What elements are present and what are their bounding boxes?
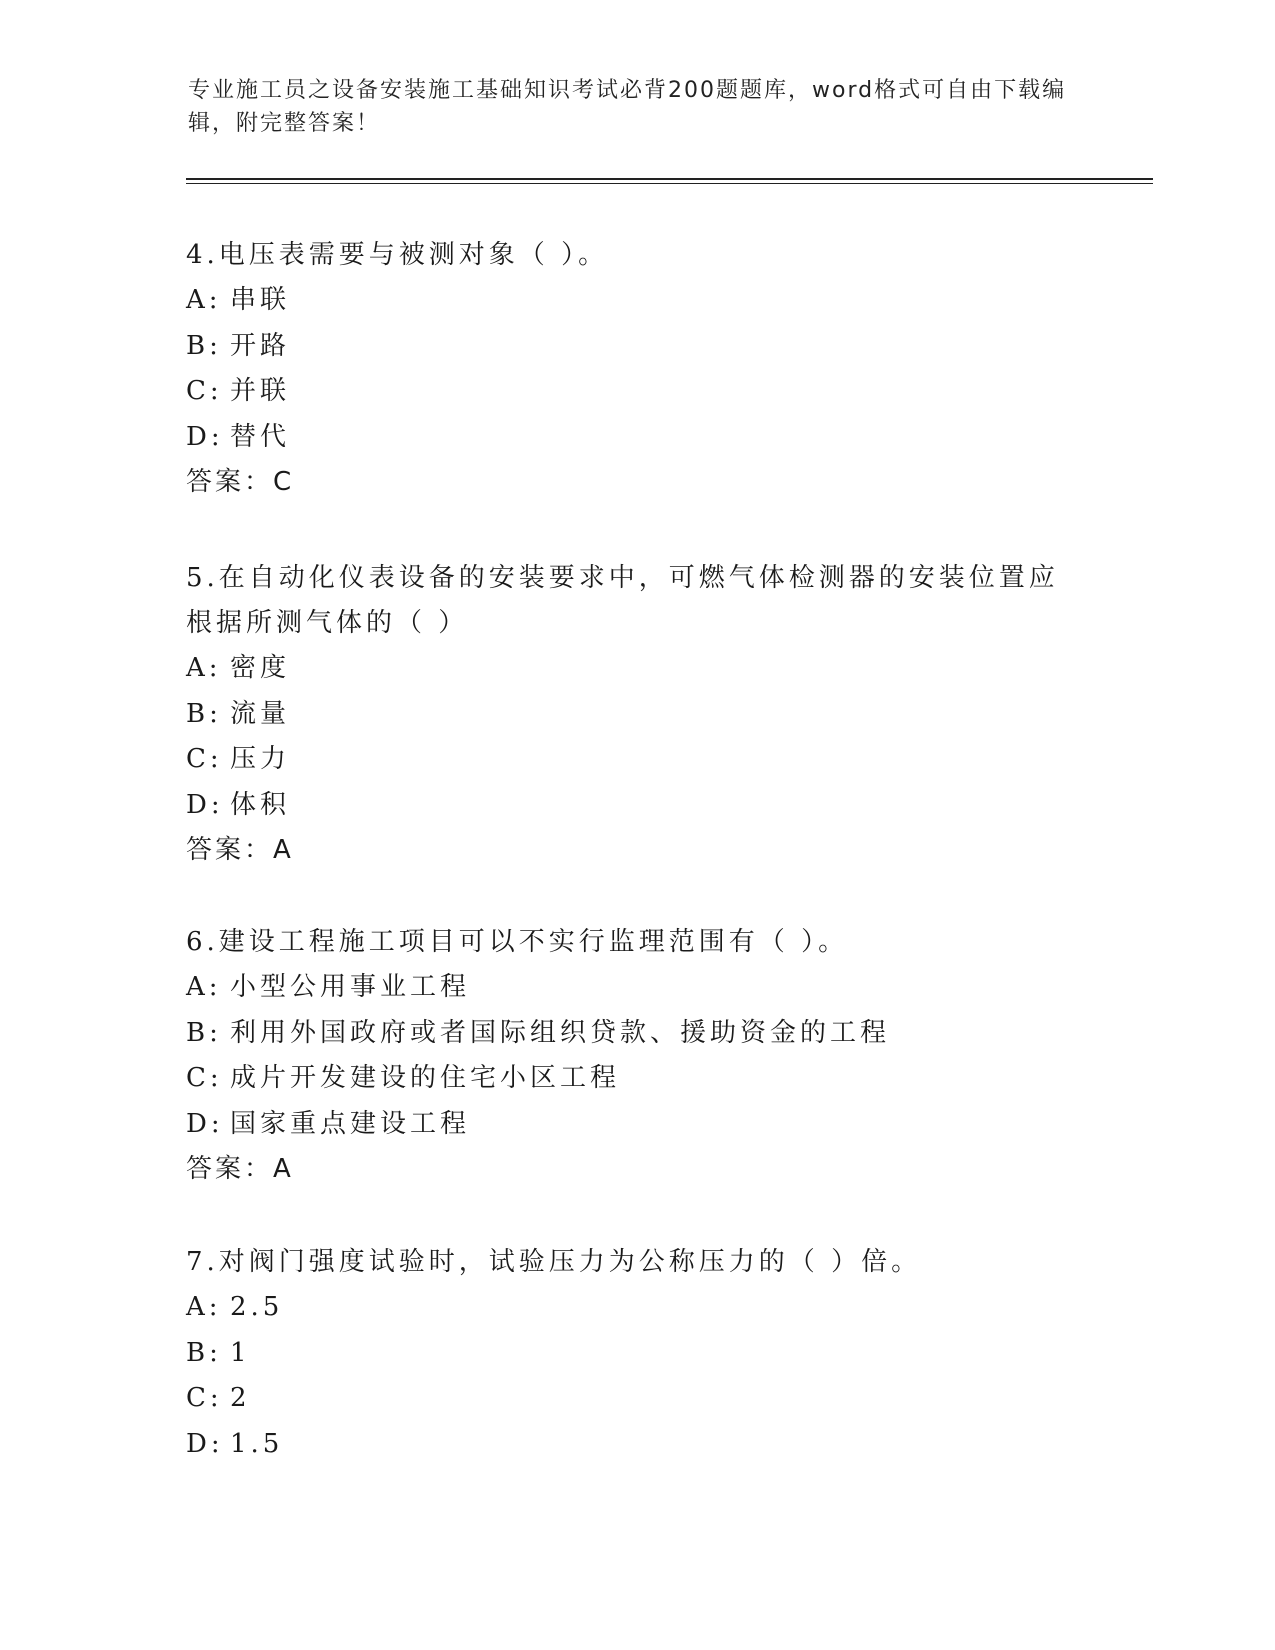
option-text: 小型公用事业工程 (230, 972, 471, 1002)
option-a (186, 646, 1086, 692)
option-text: 利用外国政府或者国际组织贷款、援助资金的工程 (230, 1017, 891, 1048)
option-c (186, 737, 1086, 783)
answer-label: 答案： (186, 1154, 274, 1184)
option-text: 并联 (230, 376, 291, 406)
question-stem: 6.建设工程施工项目可以不实行监理范围有（ ）。 (186, 927, 849, 957)
option-letter: D: (186, 789, 224, 820)
question-block (186, 1240, 1086, 1467)
option-text: 替代 (230, 421, 291, 452)
option-d (186, 1422, 1086, 1468)
option-text: 密度 (230, 653, 291, 683)
question-stem: 4.电压表需要与被测对象（ ）。 (186, 240, 609, 270)
option-letter: A: (186, 1292, 222, 1322)
option-c (186, 1056, 1086, 1102)
option-letter: B: (186, 1337, 222, 1368)
option-b (186, 324, 1086, 370)
option-text: 1 (230, 1337, 251, 1368)
option-b (186, 1331, 1086, 1377)
option-letter: D: (186, 421, 224, 452)
option-text: 开路 (230, 330, 291, 361)
option-d (186, 1102, 1086, 1148)
question-block (186, 920, 1086, 1192)
answer-value: A (273, 1154, 294, 1184)
answer-value: C (273, 467, 295, 497)
answer-line (186, 828, 1086, 873)
option-a (186, 1285, 1086, 1331)
option-text: 2 (230, 1383, 251, 1413)
question-block (186, 556, 1086, 873)
option-text: 国家重点建设工程 (230, 1108, 471, 1139)
option-letter: A: (186, 653, 222, 683)
option-letter: C: (186, 376, 223, 406)
answer-value: A (273, 835, 294, 865)
option-letter: C: (186, 1063, 223, 1093)
option-letter: B: (186, 698, 222, 729)
option-text: 压力 (230, 744, 291, 774)
option-letter: B: (186, 1017, 222, 1048)
option-d (186, 415, 1086, 461)
option-letter: A: (186, 972, 222, 1002)
question-stem: 7.对阀门强度试验时，试验压力为公称压力的（ ）倍。 (186, 1247, 922, 1277)
answer-label: 答案： (186, 835, 274, 865)
option-d (186, 783, 1086, 829)
option-text: 流量 (230, 698, 291, 729)
header-divider-thin (186, 183, 1153, 184)
option-letter: D: (186, 1428, 224, 1459)
option-b (186, 692, 1086, 738)
option-letter: D: (186, 1108, 224, 1139)
option-letter: C: (186, 744, 223, 774)
option-text: 2.5 (230, 1292, 284, 1322)
question-block (186, 233, 1086, 505)
option-a (186, 278, 1086, 324)
answer-label: 答案： (186, 467, 274, 497)
option-text: 1.5 (230, 1428, 284, 1459)
header-divider-thick (186, 178, 1153, 180)
answer-line (186, 460, 1086, 505)
option-letter: B: (186, 330, 222, 361)
option-b (186, 1011, 1086, 1057)
option-c (186, 369, 1086, 415)
question-stem: 5.在自动化仪表设备的安装要求中，可燃气体检测器的安装位置应根据所测气体的（ ） (186, 563, 1059, 638)
option-c (186, 1376, 1086, 1422)
document-header-title: 专业施工员之设备安装施工基础知识考试必背200题题库，word格式可自由下载编辑，附完整答案！ (188, 78, 1067, 136)
option-letter: C: (186, 1383, 223, 1413)
option-text: 体积 (230, 789, 291, 820)
option-text: 串联 (230, 285, 291, 315)
answer-line (186, 1147, 1086, 1192)
option-text: 成片开发建设的住宅小区工程 (230, 1063, 621, 1093)
option-a (186, 965, 1086, 1011)
option-letter: A: (186, 285, 222, 315)
